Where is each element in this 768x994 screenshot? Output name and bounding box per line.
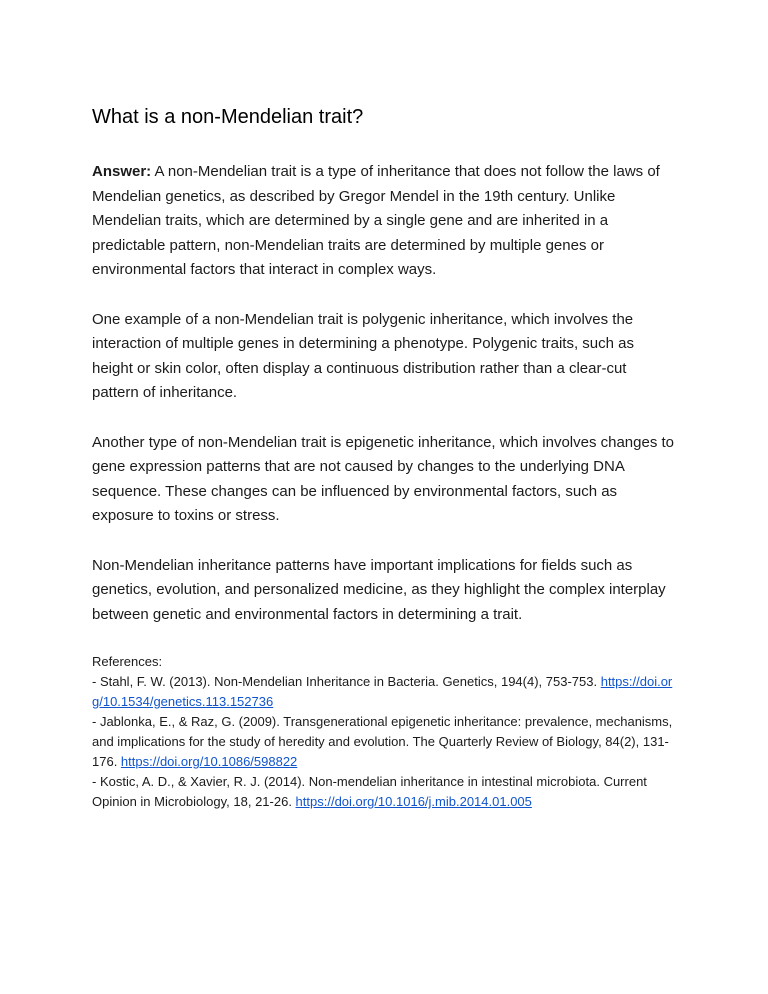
reference-text: - Jablonka, E., & Raz, G. (2009). Transgenerational epigenetic inheritance: prevalence, mechanisms, and implications for the study of heredity and evolution. The Quarterly Review of Biology, 84(2), 131-176. [92,714,673,769]
answer-label: Answer: [92,163,152,180]
paragraph-implications: Non-Mendelian inheritance patterns have important implications for fields such as genetics, evolution, and personalized medicine, as they highlight the complex interplay between genetic and environmental factors in determining a trait. [92,556,666,623]
question-title: What is a non-Mendelian trait? [92,106,364,128]
reference-item-jablonka [92,712,676,772]
reference-item-stahl [92,672,676,712]
reference-doi-link[interactable]: https://doi.org/10.1534/genetics.113.152736 [92,674,673,709]
answer-text: A non-Mendelian trait is a type of inheritance that does not follow the laws of Mendelian genetics, as described by Gregor Mendel in the 19th century. Unlike Mendelian traits, which are determined by a single gene and are inherited in a predictable pattern, non-Mendelian traits are determined by multiple genes or environmental factors that interact in complex ways. [92,163,660,278]
reference-doi-link[interactable]: https://doi.org/10.1016/j.mib.2014.01.005 [295,794,532,809]
reference-text: - Stahl, F. W. (2013). Non-Mendelian Inheritance in Bacteria. Genetics, 194(4), 753-753. [92,674,601,689]
reference-item-kostic [92,772,676,812]
references-heading: References: [92,654,163,669]
paragraph-polygenic: One example of a non-Mendelian trait is polygenic inheritance, which involves the interaction of multiple genes in determining a phenotype. Polygenic traits, such as height or skin color, often display a continuous distribution rather than a clear-cut pattern of inheritance. [92,310,634,401]
reference-doi-link[interactable]: https://doi.org/10.1086/598822 [120,754,298,769]
references-section [92,652,676,812]
answer-paragraph [92,160,676,283]
reference-text: - Kostic, A. D., & Xavier, R. J. (2014). Non-mendelian inheritance in intestinal microbiota. Current Opinion in Microbiology, 18, 21-26. [92,774,647,809]
paragraph-epigenetic: Another type of non-Mendelian trait is epigenetic inheritance, which involves changes to gene expression patterns that are not caused by changes to the underlying DNA sequence. These changes can be influenced by environmental factors, such as exposure to toxins or stress. [92,433,675,524]
